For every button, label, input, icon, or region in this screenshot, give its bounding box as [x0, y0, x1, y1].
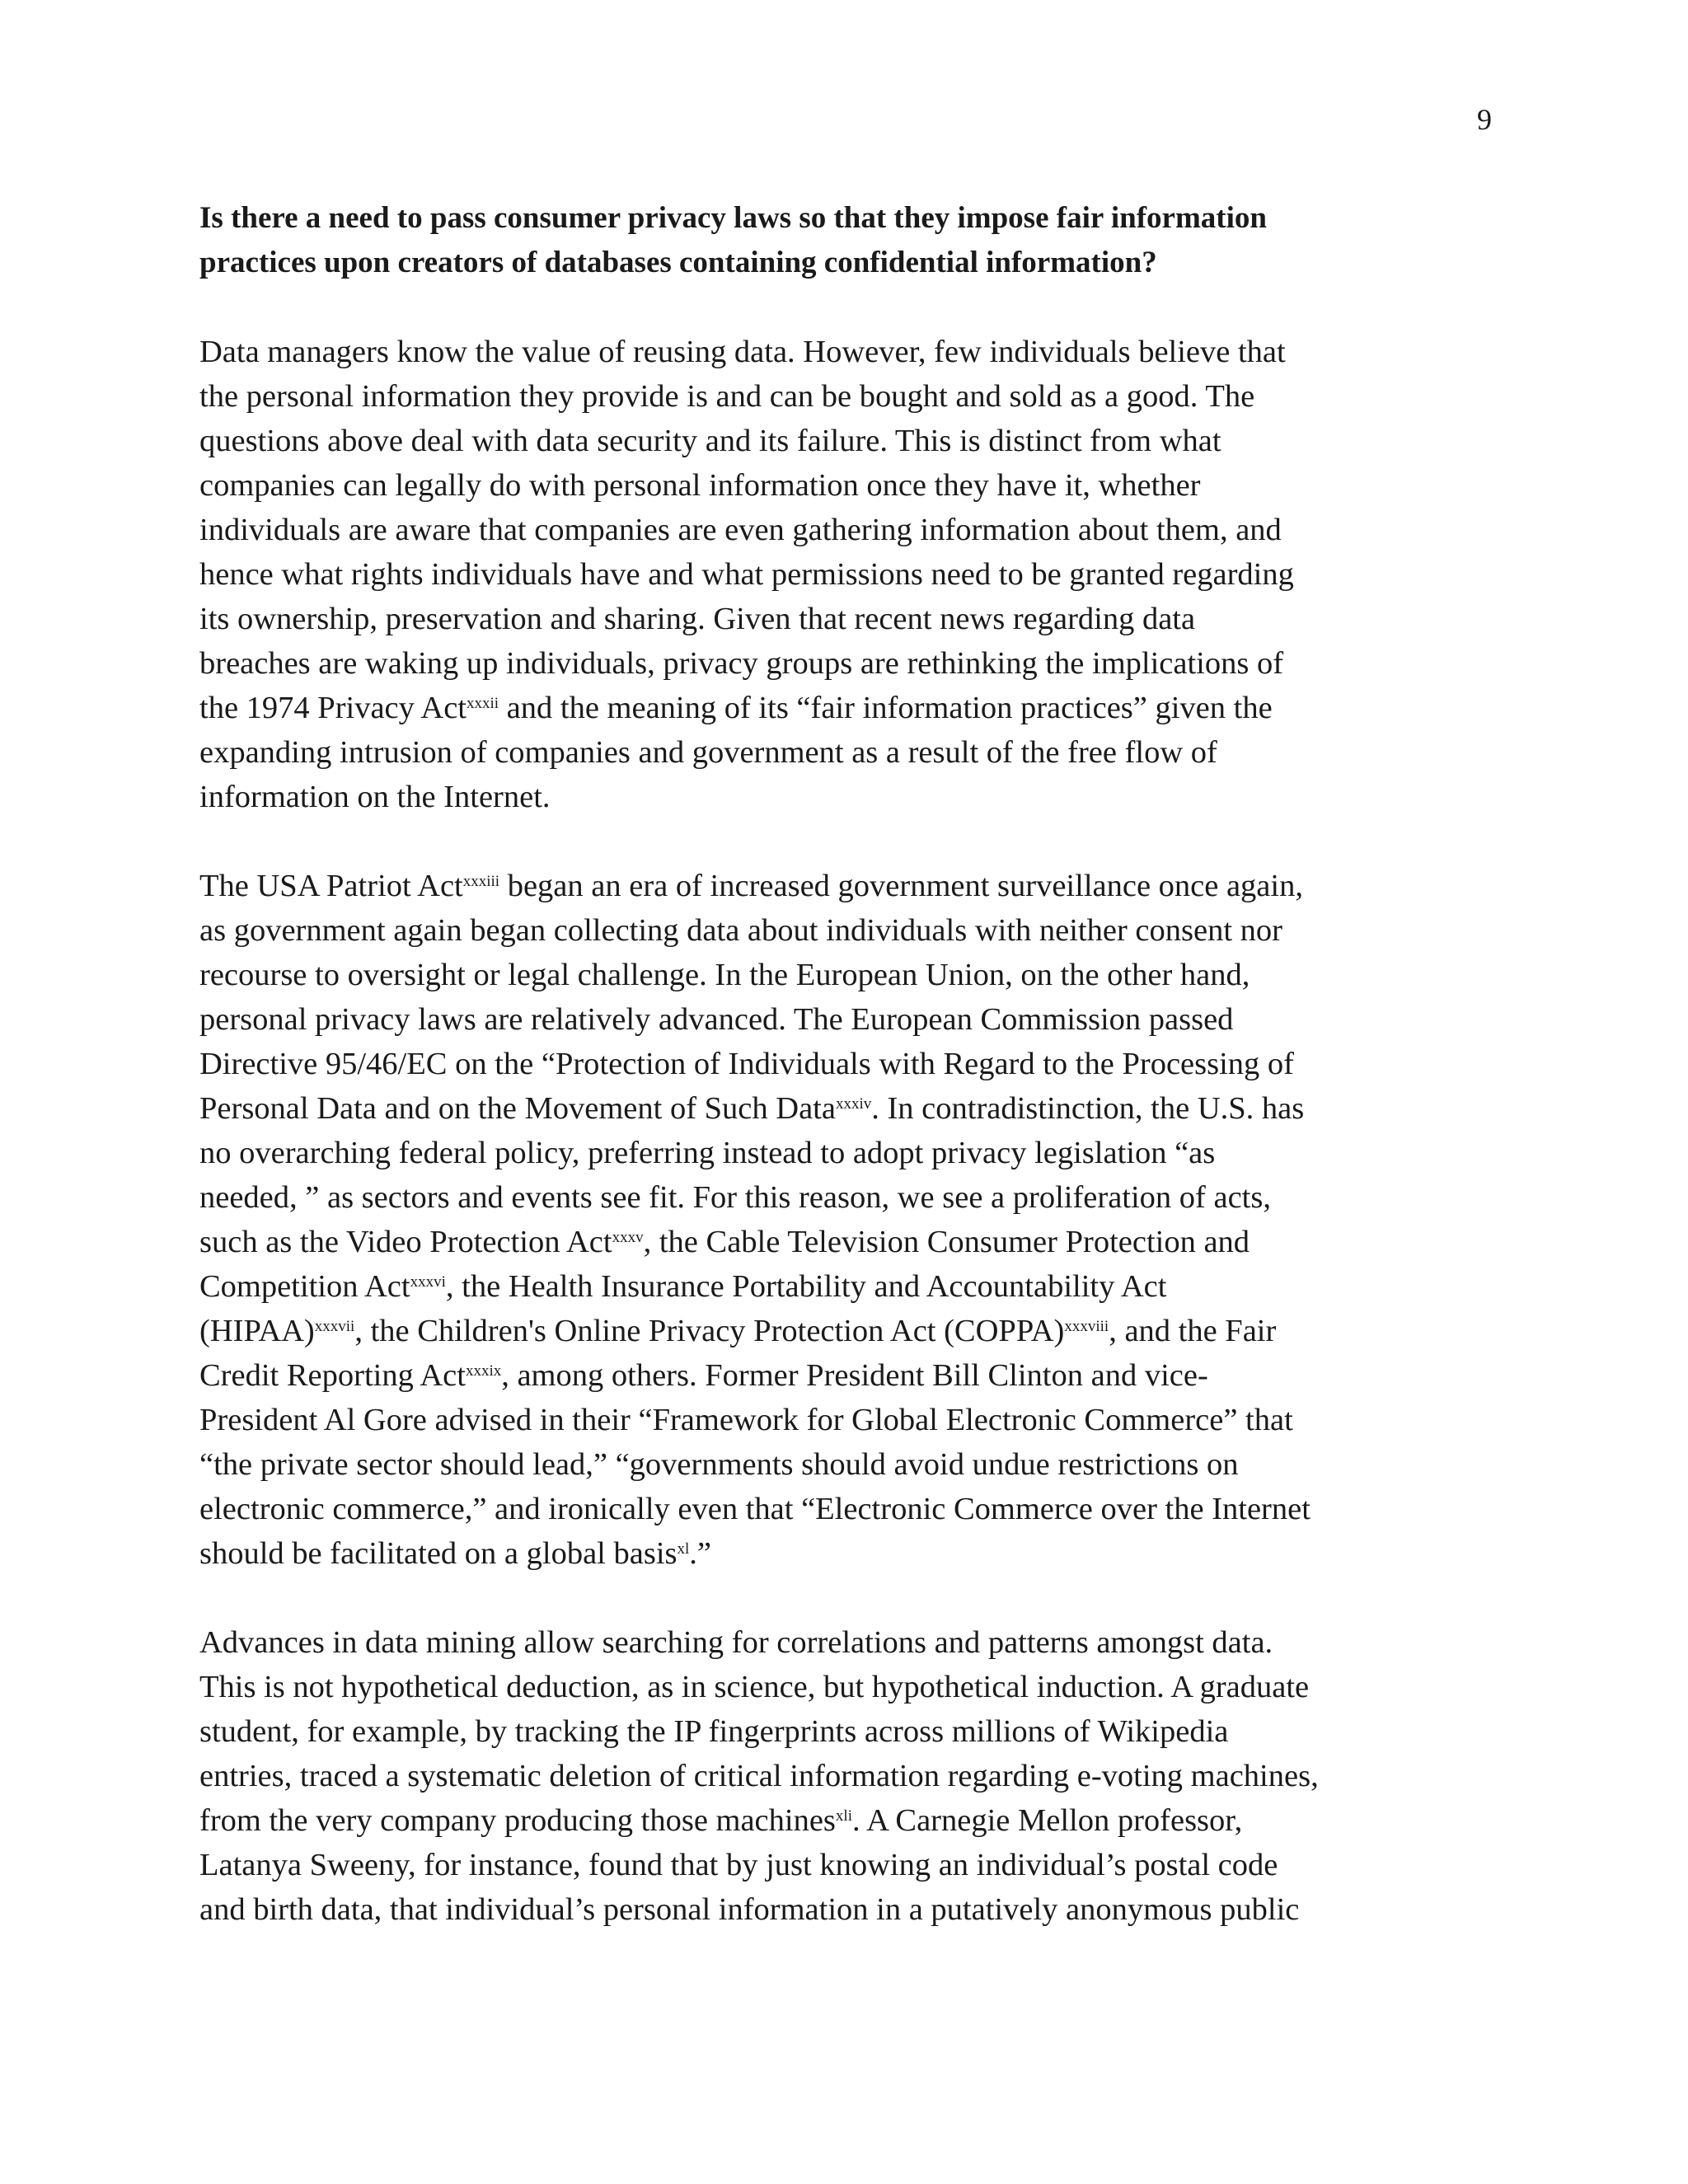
footnote-marker[interactable]: xxxvii [314, 1318, 355, 1335]
text-segment: should be facilitated on a global basis [199, 1536, 678, 1571]
text-segment: (HIPAA) [199, 1314, 315, 1348]
text-line: and birth data, that individual’s personal information in a putatively anonymous public [199, 1892, 1300, 1927]
text-line [199, 686, 1493, 730]
heading-line: Is there a need to pass consumer privacy laws so that they impose fair information [199, 201, 1267, 235]
text-segment: , the Health Insurance Portability and Accountability Act [445, 1269, 1167, 1304]
footnote-marker[interactable]: xxxv [612, 1229, 644, 1246]
paragraph-data-reuse [199, 330, 1493, 819]
text-line: This is not hypothetical deduction, as in science, but hypothetical induction. A graduate [199, 1670, 1310, 1704]
text-segment: , and the Fair [1109, 1314, 1277, 1348]
footnote-marker[interactable]: xxxiv [835, 1095, 872, 1113]
text-line [199, 1220, 1493, 1264]
text-line: student, for example, by tracking the IP fingerprints across millions of Wikipedia [199, 1714, 1229, 1749]
text-segment: began an era of increased government surveillance once again, [499, 869, 1303, 903]
text-line: Latanya Sweeny, for instance, found that by just knowing an individual’s postal code [199, 1848, 1278, 1882]
footnote-marker[interactable]: xxxix [465, 1362, 502, 1380]
paragraph-spacer [199, 1576, 1493, 1620]
text-line: questions above deal with data security and its failure. This is distinct from what [199, 424, 1221, 458]
text-segment: the 1974 Privacy Act [199, 691, 467, 725]
page-content [199, 196, 1493, 1932]
text-line: its ownership, preservation and sharing. Given that recent news regarding data [199, 602, 1196, 636]
text-line [199, 1086, 1493, 1131]
page-number: 9 [1477, 103, 1492, 136]
text-segment: .” [689, 1536, 711, 1571]
text-segment: . In contradistinction, the U.S. has [871, 1091, 1305, 1126]
footnote-marker[interactable]: xxxvi [410, 1273, 446, 1291]
paragraph-patriot-act [199, 864, 1493, 1576]
text-line: individuals are aware that companies are even gathering information about them, and [199, 513, 1282, 547]
text-segment: The USA Patriot Act [199, 869, 463, 903]
text-segment: , among others. Former President Bill Clinton and vice- [501, 1358, 1208, 1393]
text-segment: Competition Act [199, 1269, 410, 1304]
text-line: expanding intrusion of companies and government as a result of the free flow of [199, 735, 1217, 770]
text-line: the personal information they provide is and can be bought and sold as a good. The [199, 379, 1255, 414]
text-line: hence what rights individuals have and what permissions need to be granted regarding [199, 557, 1294, 592]
text-line: electronic commerce,” and ironically even that “Electronic Commerce over the Internet [199, 1492, 1311, 1526]
section-heading [199, 196, 1493, 285]
text-line [199, 1264, 1493, 1309]
text-line [199, 1531, 1493, 1576]
text-line: Advances in data mining allow searching for correlations and patterns amongst data. [199, 1625, 1273, 1660]
text-line: personal privacy laws are relatively advanced. The European Commission passed [199, 1002, 1234, 1037]
text-segment: . A Carnegie Mellon professor, [851, 1803, 1243, 1838]
text-segment: , the Children's Online Privacy Protection Act (COPPA) [354, 1314, 1065, 1348]
text-line [199, 1353, 1493, 1398]
text-segment: such as the Video Protection Act [199, 1225, 612, 1259]
text-segment: Personal Data and on the Movement of Such Data [199, 1091, 836, 1126]
footnote-marker[interactable]: xxxiii [462, 873, 500, 890]
text-segment: from the very company producing those machines [199, 1803, 836, 1838]
text-line: no overarching federal policy, preferring instead to adopt privacy legislation “as [199, 1136, 1216, 1170]
text-segment: , the Cable Television Consumer Protection and [643, 1225, 1250, 1259]
text-line: “the private sector should lead,” “governments should avoid undue restrictions on [199, 1447, 1239, 1482]
text-line [199, 864, 1493, 908]
paragraph-data-mining [199, 1620, 1493, 1932]
text-line: Data managers know the value of reusing data. However, few individuals believe that [199, 335, 1286, 369]
text-line: recourse to oversight or legal challenge. In the European Union, on the other hand, [199, 958, 1250, 992]
footnote-marker[interactable]: xli [835, 1807, 852, 1825]
text-line [199, 1309, 1493, 1353]
heading-line: practices upon creators of databases containing confidential information? [199, 246, 1157, 279]
text-segment: and the meaning of its “fair information practices” given the [499, 691, 1273, 725]
paragraph-spacer [199, 285, 1493, 330]
text-line: Directive 95/46/EC on the “Protection of Individuals with Regard to the Processing of [199, 1047, 1294, 1081]
footnote-marker[interactable]: xxxviii [1064, 1318, 1109, 1335]
text-line: entries, traced a systematic deletion of critical information regarding e-voting machines, [199, 1759, 1319, 1793]
text-line: companies can legally do with personal information once they have it, whether [199, 468, 1201, 503]
footnote-marker[interactable]: xxxii [466, 695, 499, 712]
text-line [199, 1798, 1493, 1843]
text-line: as government again began collecting data about individuals with neither consent nor [199, 913, 1282, 948]
text-segment: Credit Reporting Act [199, 1358, 466, 1393]
paragraph-spacer [199, 819, 1493, 864]
text-line: President Al Gore advised in their “Framework for Global Electronic Commerce” that [199, 1403, 1293, 1437]
text-line: breaches are waking up individuals, privacy groups are rethinking the implications of [199, 646, 1284, 681]
footnote-marker[interactable]: xl [677, 1540, 690, 1558]
text-line: information on the Internet. [199, 780, 551, 814]
text-line: needed, ” as sectors and events see fit. For this reason, we see a proliferation of acts, [199, 1180, 1271, 1215]
